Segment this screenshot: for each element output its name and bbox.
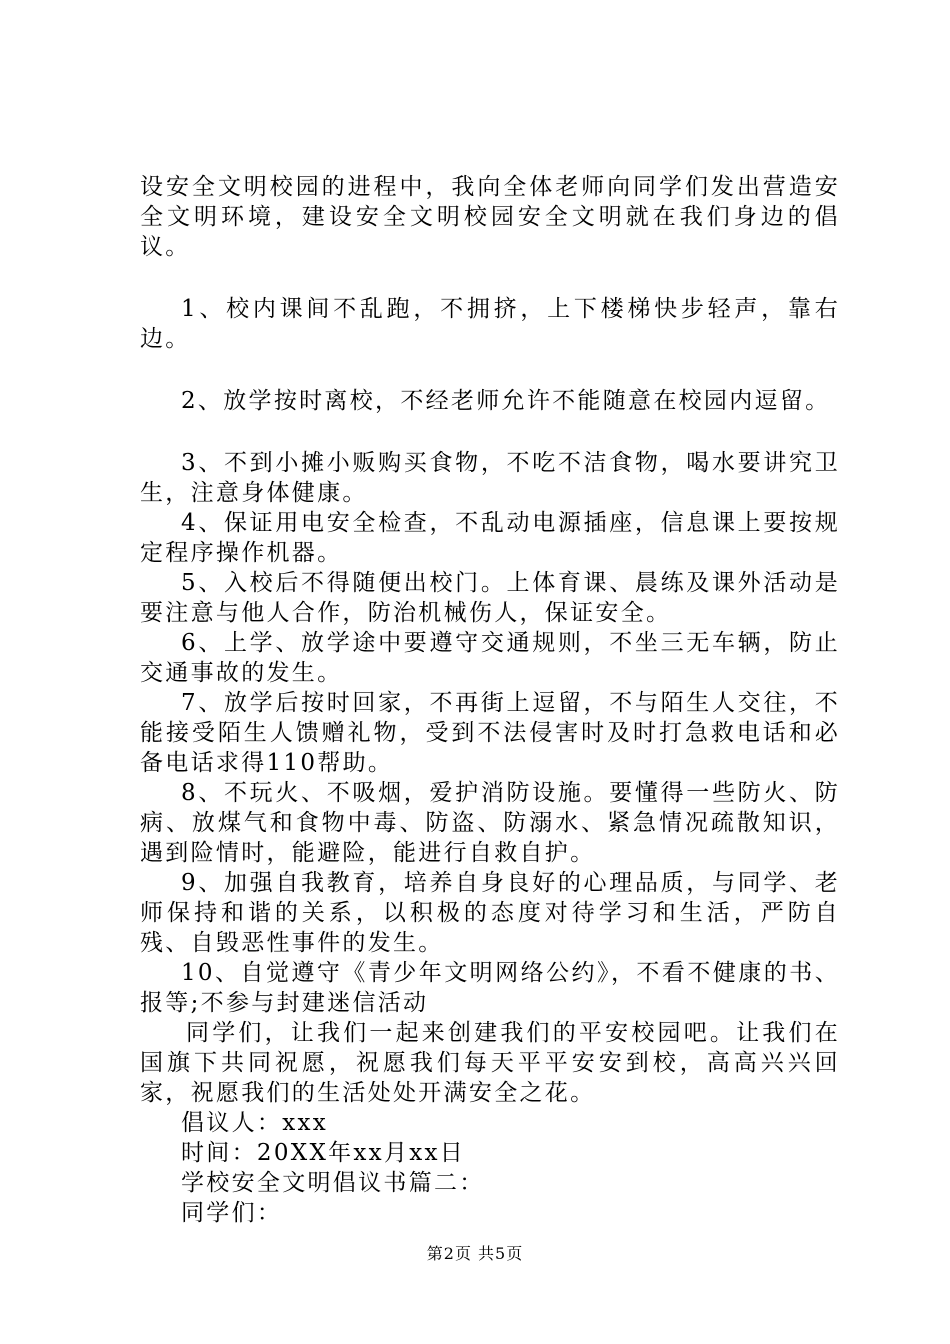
closing-paragraph: 同学们，让我们一起来创建我们的平安校园吧。让我们在国旗下共同祝愿，祝愿我们每天平平安安到校，高高兴兴回家，祝愿我们的生活处处开满安全之花。	[140, 1020, 840, 1106]
section-heading: 学校安全文明倡议书篇二：	[181, 1170, 485, 1196]
proposer-line: 倡议人：xxx	[181, 1110, 329, 1136]
item-10-paragraph: 10、自觉遵守《青少年文明网络公约》，不看不健康的书、报等;不参与封建迷信活动	[140, 960, 840, 1016]
document-body	[140, 172, 840, 1228]
item-6-paragraph: 6、上学、放学途中要遵守交通规则，不坐三无车辆，防止交通事故的发生。	[140, 630, 840, 686]
salutation-line: 同学们：	[181, 1200, 283, 1226]
item-5-paragraph: 5、入校后不得随便出校门。上体育课、晨练及课外活动是要注意与他人合作，防治机械伤人，保证安全。	[140, 570, 840, 626]
item-1-paragraph: 1、校内课间不乱跑，不拥挤，上下楼梯快步轻声，靠右边。	[140, 296, 840, 352]
date-line: 时间：20XX年xx月xx日	[181, 1140, 466, 1166]
item-4-paragraph: 4、保证用电安全检查，不乱动电源插座，信息课上要按规定程序操作机器。	[140, 510, 840, 566]
intro-paragraph: 设安全文明校园的进程中，我向全体老师向同学们发出营造安全文明环境，建设安全文明校园安全文明就在我们身边的倡议。	[140, 174, 840, 260]
item-2-paragraph: 2、放学按时离校，不经老师允许不能随意在校园内逗留。	[181, 388, 831, 414]
item-3-paragraph: 3、不到小摊小贩购买食物，不吃不洁食物，喝水要讲究卫生，注意身体健康。	[140, 450, 840, 506]
page-footer	[0, 1244, 950, 1264]
page-number-label: 第2页 共5页	[426, 1244, 524, 1263]
item-8-paragraph: 8、不玩火、不吸烟，爱护消防设施。要懂得一些防火、防病、放煤气和食物中毒、防盗、防溺水、紧急情况疏散知识，遇到险情时，能避险，能进行自救自护。	[140, 780, 840, 866]
item-9-paragraph: 9、加强自我教育，培养自身良好的心理品质，与同学、老师保持和谐的关系，以积极的态度对待学习和生活，严防自残、自毁恶性事件的发生。	[140, 870, 840, 956]
item-7-paragraph: 7、放学后按时回家，不再街上逗留，不与陌生人交往，不能接受陌生人馈赠礼物，受到不法侵害时及时打急救电话和必备电话求得110帮助。	[140, 690, 840, 776]
